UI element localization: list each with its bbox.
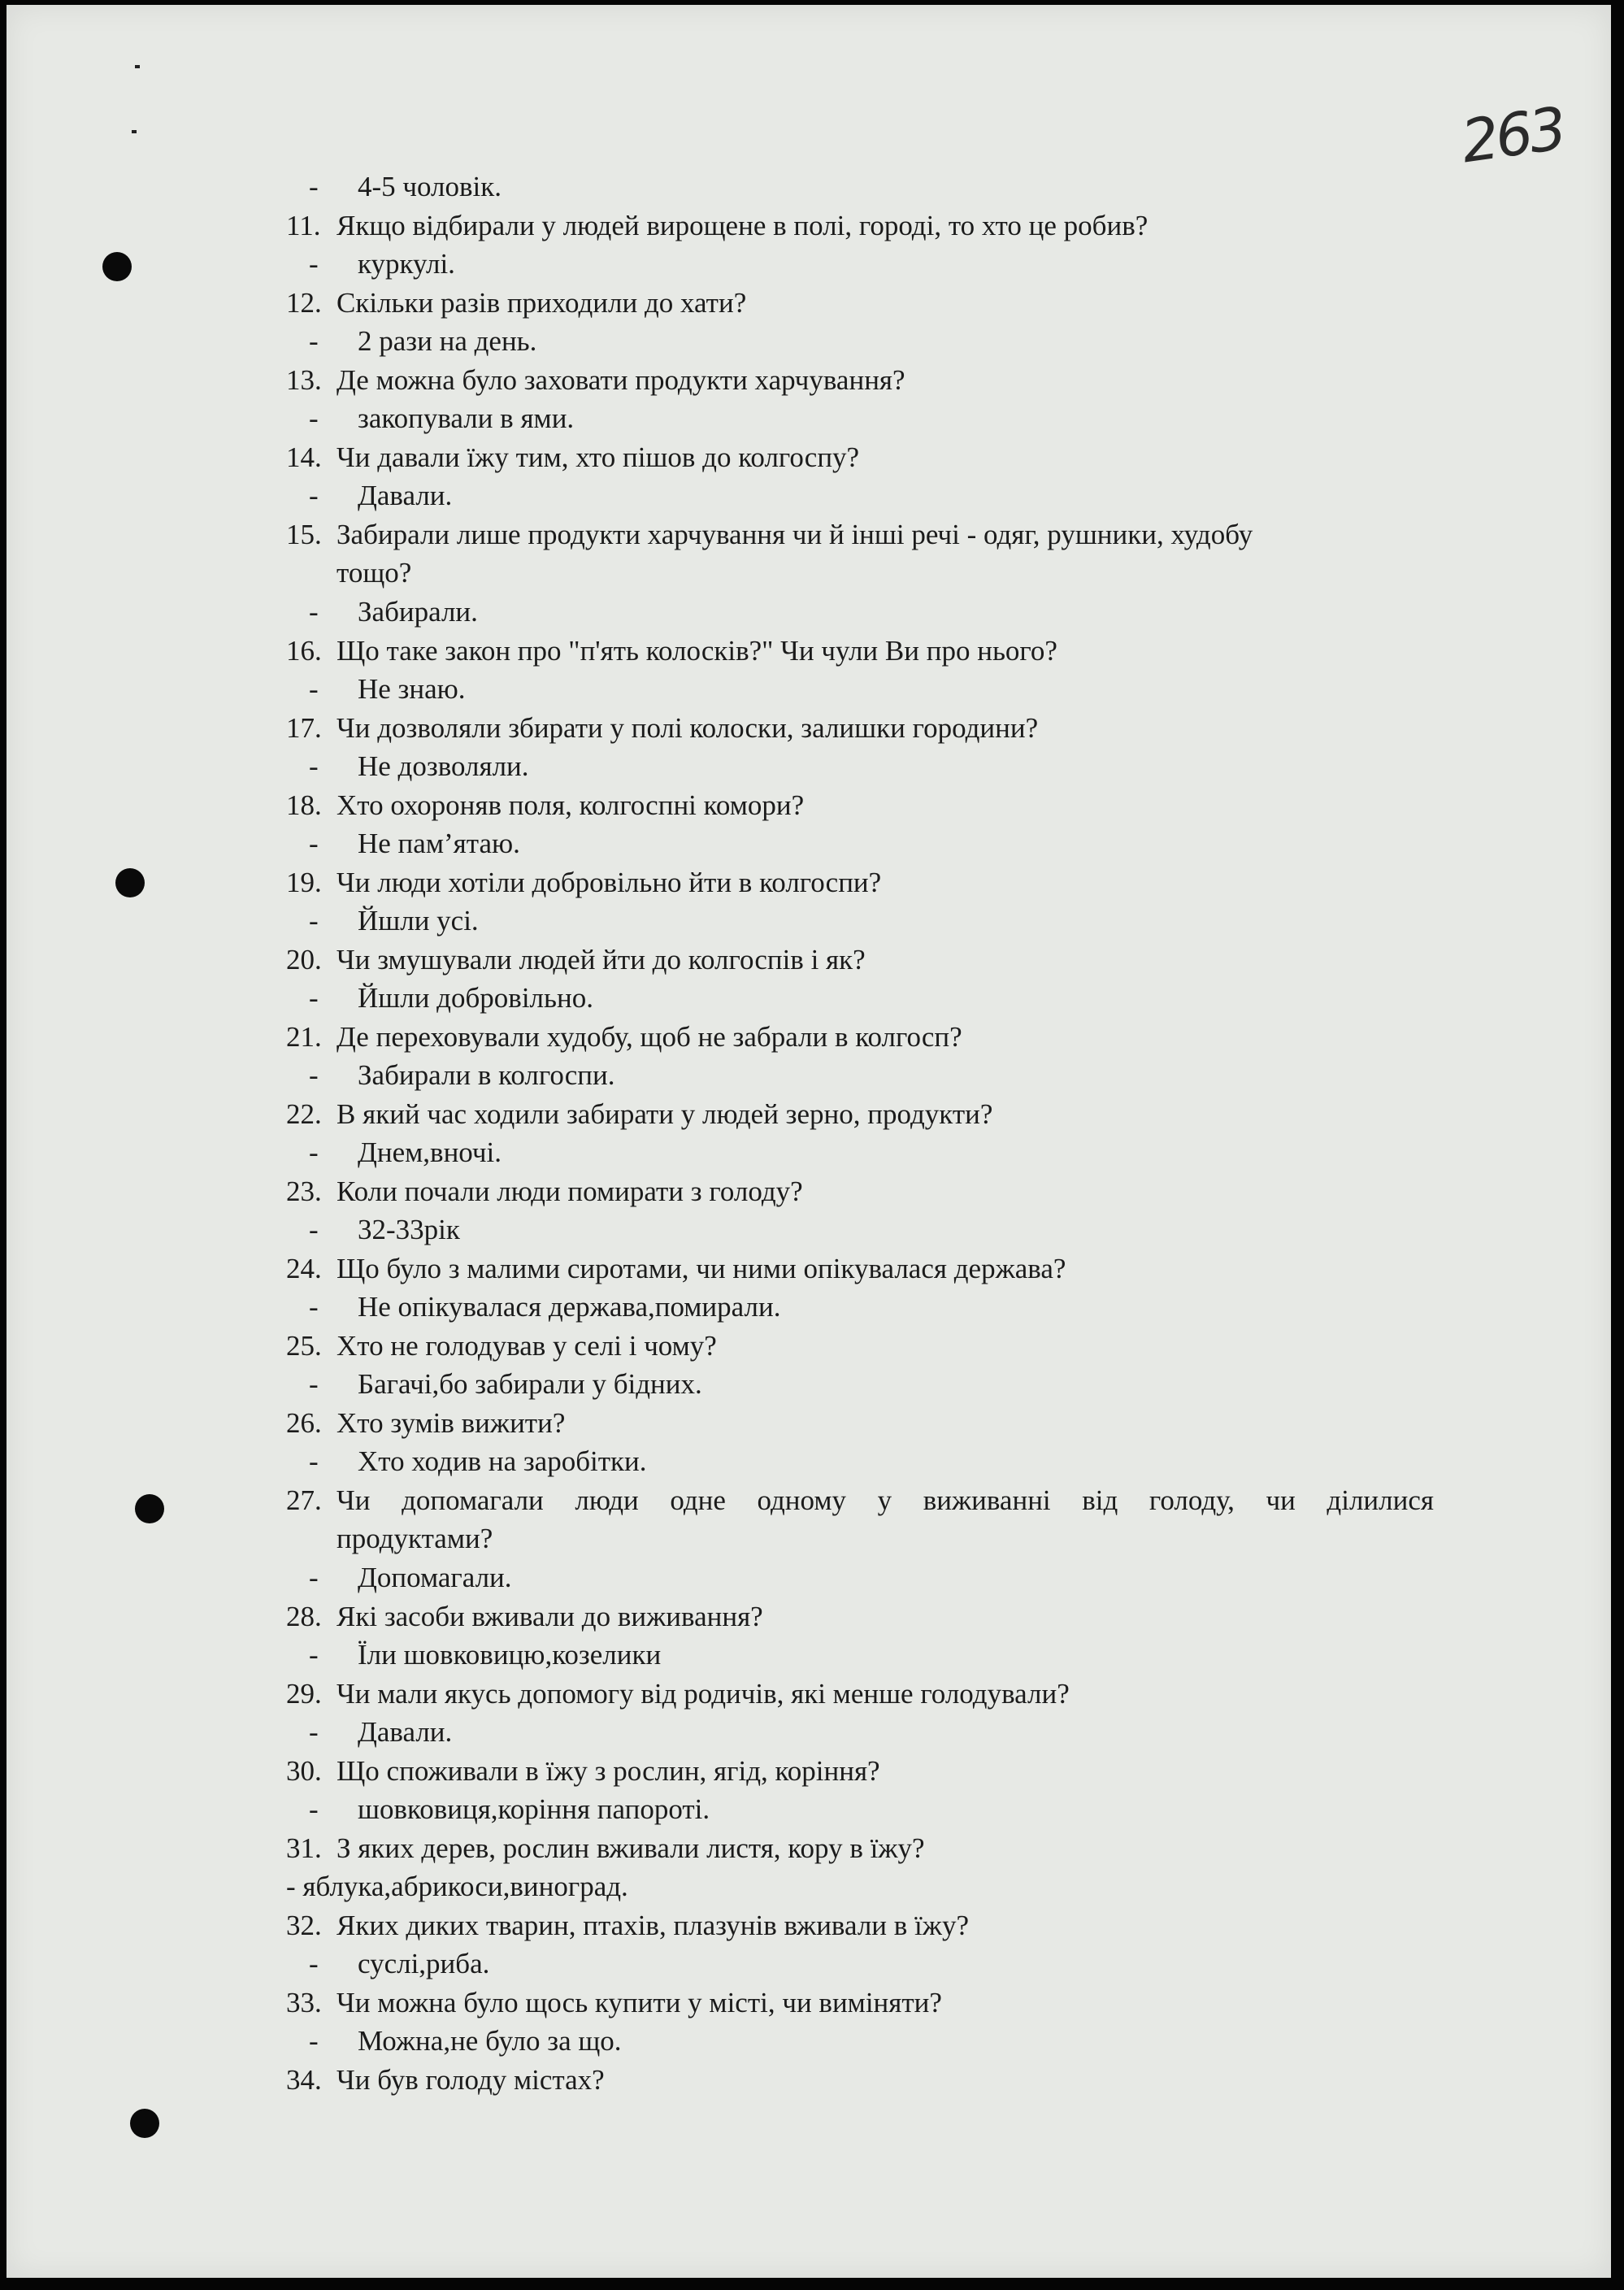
answer-text: Йшли добровільно. [358, 982, 593, 1014]
answer-text: Не знаю. [358, 673, 466, 705]
punch-hole [130, 2109, 159, 2138]
question-text: тощо? [337, 557, 412, 589]
answer-line [286, 1442, 1440, 1481]
answer-text: шовковиця,коріння папороті. [358, 1793, 710, 1825]
question-line [286, 709, 1440, 747]
scan-speck [132, 130, 137, 133]
answer-line [286, 1636, 1440, 1675]
answer-dash: - [309, 1716, 319, 1748]
answer-line [286, 1713, 1440, 1752]
question-number: 24. [286, 1253, 322, 1284]
question-text: Де переховували худобу, щоб не забрали в колгосп? [337, 1021, 962, 1053]
punch-hole [135, 1494, 164, 1523]
question-line [286, 786, 1440, 824]
question-text: Хто охороняв поля, колгоспні комори? [337, 789, 805, 821]
answer-line [286, 1790, 1440, 1829]
question-line [286, 1481, 1440, 1519]
question-text: В який час ходили забирати у людей зерно, продукти? [337, 1098, 993, 1130]
question-continuation [286, 1519, 1440, 1558]
question-text: Чи давали їжу тим, хто пішов до колгоспу? [337, 441, 860, 473]
question-line [286, 1172, 1440, 1210]
question-text: Якщо відбирали у людей вирощене в полі, городі, то хто це робив? [337, 210, 1149, 241]
question-text: Чи допомагали люди одне одному у виживанні від голоду, чи ділилися [337, 1484, 1434, 1516]
answer-text: Можна,не було за що. [358, 2025, 622, 2057]
answer-text: Допомагали. [358, 1562, 512, 1593]
answer-text: 32-33рік [358, 1214, 460, 1245]
question-line [286, 1829, 1440, 1867]
questionnaire-text [286, 167, 1440, 2099]
question-line [286, 1095, 1440, 1133]
answer-line [286, 1210, 1440, 1249]
question-text: Що таке закон про "п'ять колосків?" Чи чули Ви про нього? [337, 635, 1057, 667]
answer-line [286, 399, 1440, 438]
answer-dash: - [309, 982, 319, 1014]
question-number: 20. [286, 944, 322, 976]
answer-dash: - [309, 1059, 319, 1091]
question-text: Забирали лише продукти харчування чи й інші речі - одяг, рушники, худобу [337, 519, 1253, 550]
answer-line [286, 1133, 1440, 1172]
answer-dash: - [309, 905, 319, 936]
answer-text: Хто ходив на заробітки. [358, 1445, 647, 1477]
answer-dash: - [309, 1291, 319, 1323]
punch-hole [115, 868, 145, 897]
question-number: 13. [286, 364, 322, 396]
question-line [286, 2061, 1440, 2099]
question-number: 14. [286, 441, 322, 473]
question-number: 19. [286, 867, 322, 898]
answer-text: Забирали в колгоспи. [358, 1059, 615, 1091]
question-number: 17. [286, 712, 322, 744]
answer-line [286, 593, 1440, 632]
question-text: Чи дозволяли збирати у полі колоски, залишки городини? [337, 712, 1039, 744]
question-continuation [286, 554, 1440, 593]
answer-line [286, 747, 1440, 786]
question-line [286, 438, 1440, 476]
question-line [286, 1404, 1440, 1442]
question-line [286, 941, 1440, 979]
question-number: 28. [286, 1601, 322, 1632]
answer-line [286, 476, 1440, 515]
answer-dash: - [309, 1136, 319, 1168]
answer-dash: - [309, 248, 319, 280]
answer-dash: - [309, 1445, 319, 1477]
question-number: 31. [286, 1832, 322, 1864]
question-line [286, 1018, 1440, 1056]
question-text: Чи змушували людей йти до колгоспів і як? [337, 944, 866, 976]
question-text: З яких дерев, рослин вживали листя, кору в їжу? [337, 1832, 925, 1864]
answer-line [286, 670, 1440, 709]
question-text: Хто зумів вижити? [337, 1407, 566, 1439]
question-line [286, 515, 1440, 554]
question-number: 23. [286, 1175, 322, 1207]
answer-dash: - [309, 1562, 319, 1593]
question-line [286, 1906, 1440, 1945]
page-number: 263 [1457, 93, 1568, 176]
answer-line [286, 322, 1440, 361]
answer-dash: - [309, 1793, 319, 1825]
question-number: 32. [286, 1910, 322, 1941]
answer-line [286, 1558, 1440, 1597]
answer-text: Їли шовковицю,козелики [358, 1639, 662, 1671]
question-text: Хто не голодував у селі і чому? [337, 1330, 717, 1362]
answer-text: Забирали. [358, 596, 478, 628]
answer-dash: - [309, 750, 319, 782]
question-text: Чи мали якусь допомогу від родичів, які менше голодували? [337, 1678, 1070, 1710]
question-text: Чи можна було щось купити у місті, чи виміняти? [337, 1987, 942, 2018]
answer-text: Давали. [358, 480, 453, 511]
question-text: Чи був голоду містах? [337, 2064, 605, 2096]
question-text: Чи люди хотіли добровільно йти в колгоспи? [337, 867, 882, 898]
answer-line [286, 902, 1440, 941]
question-text: Коли почали люди помирати з голоду? [337, 1175, 803, 1207]
answer-text: закопували в ями. [358, 402, 575, 434]
answer-dash: - [309, 828, 319, 859]
question-number: 11. [286, 210, 321, 241]
answer-dash: - [309, 1214, 319, 1245]
answer-line [286, 1056, 1440, 1095]
question-text: Де можна було заховати продукти харчування? [337, 364, 905, 396]
question-line [286, 632, 1440, 670]
answer-text: Не опікувалася держава,помирали. [358, 1291, 781, 1323]
question-line [286, 1327, 1440, 1365]
question-line [286, 1597, 1440, 1636]
answer-text: Давали. [358, 1716, 453, 1748]
question-line [286, 1249, 1440, 1288]
answer-text: Йшли усі. [358, 905, 479, 936]
question-text: Що споживали в їжу з рослин, ягід, коріння? [337, 1755, 880, 1787]
question-number: 15. [286, 519, 322, 550]
question-line [286, 206, 1440, 245]
answer-line [286, 824, 1440, 863]
answer-text: Днем,вночі. [358, 1136, 502, 1168]
question-line [286, 863, 1440, 902]
answer-dash: - [309, 596, 319, 628]
question-number: 30. [286, 1755, 322, 1787]
answer-line [286, 167, 1440, 206]
question-number: 16. [286, 635, 322, 667]
question-text: продуктами? [337, 1523, 493, 1554]
punch-hole [102, 252, 132, 281]
question-number: 26. [286, 1407, 322, 1439]
question-number: 27. [286, 1484, 322, 1516]
answer-dash: - [309, 325, 319, 357]
question-line [286, 361, 1440, 399]
question-text: Скільки разів приходили до хати? [337, 287, 747, 319]
answer-dash: - [309, 171, 319, 202]
answer-dash: - [309, 1368, 319, 1400]
answer-text: 4-5 чоловік. [358, 171, 502, 202]
answer-text: Багачі,бо забирали у бідних. [358, 1368, 702, 1400]
question-line [286, 1752, 1440, 1790]
answer-text: Не дозволяли. [358, 750, 529, 782]
question-line [286, 1675, 1440, 1713]
question-number: 25. [286, 1330, 322, 1362]
answer-dash: - [309, 2025, 319, 2057]
question-number: 34. [286, 2064, 322, 2096]
question-number: 33. [286, 1987, 322, 2018]
question-line [286, 1984, 1440, 2022]
question-number: 21. [286, 1021, 322, 1053]
answer-line [286, 1945, 1440, 1984]
document-page [7, 5, 1611, 2278]
answer-line [286, 979, 1440, 1018]
question-number: 22. [286, 1098, 322, 1130]
question-number: 29. [286, 1678, 322, 1710]
answer-line [286, 1288, 1440, 1327]
answer-line [286, 245, 1440, 284]
answer-text: 2 рази на день. [358, 325, 537, 357]
answer-line [286, 1867, 1440, 1906]
question-number: 18. [286, 789, 322, 821]
question-text: Які засоби вживали до виживання? [337, 1601, 763, 1632]
answer-dash: - [309, 402, 319, 434]
question-line [286, 284, 1440, 322]
question-number: 12. [286, 287, 322, 319]
answer-dash: - [309, 1639, 319, 1671]
scan-speck [135, 65, 140, 68]
answer-text: Не пам’ятаю. [358, 828, 520, 859]
question-text: Що було з малими сиротами, чи ними опікувалася держава? [337, 1253, 1066, 1284]
answer-dash: - [309, 480, 319, 511]
answer-line [286, 2022, 1440, 2061]
answer-text: куркулі. [358, 248, 455, 280]
answer-dash: - [309, 673, 319, 705]
answer-line [286, 1365, 1440, 1404]
answer-text: суслі,риба. [358, 1948, 490, 1979]
answer-dash: - [309, 1948, 319, 1979]
answer-text: - яблука,абрикоси,виноград. [286, 1871, 628, 1902]
question-text: Яких диких тварин, птахів, плазунів вживали в їжу? [337, 1910, 969, 1941]
